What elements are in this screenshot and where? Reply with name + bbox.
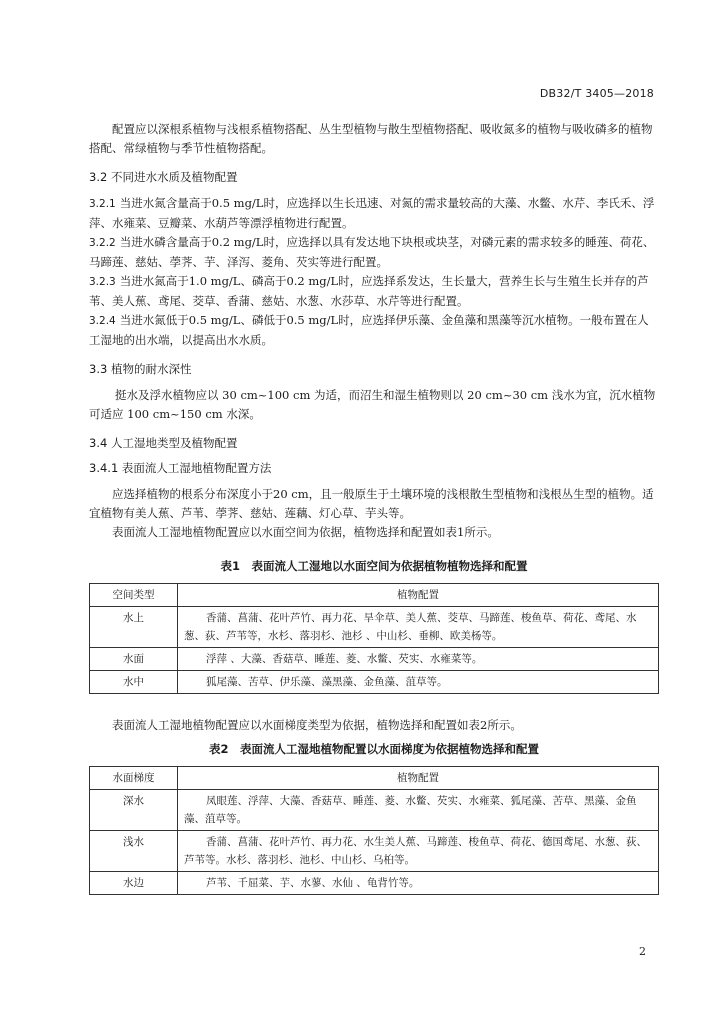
item-3-2-2 [89, 233, 659, 272]
item-text: 当进水氮含量高于0.5 mg/L时，应选择以生长迅速、对氮的需求量较高的大藻、水鳖、水芹、李氏禾、浮萍、水雍菜、豆瓣菜、水葫芦等漂浮植物进行配置。 [89, 196, 655, 230]
table-cell: 芦苇、千屈菜、芋、水蓼、水仙 、龟背竹等。 [178, 872, 659, 895]
section-3-4-1-title: 3.4.1 表面流人工湿地植物配置方法 [89, 461, 272, 475]
table-header-row [90, 584, 659, 607]
document-body [89, 120, 659, 895]
table-cell: 浮萍 、大藻、香菇草、睡莲、菱、水鳖、芡实、水雍菜等。 [178, 648, 659, 671]
item-text: 当进水氮高于1.0 mg/L、磷高于0.2 mg/L时，应选择系发达，生长量大，营养生长与生殖生长并存的芦苇、美人蕉、鸢尾、茭草、香蒲、慈姑、水葱、水莎草、水芹等进行配置。 [89, 274, 649, 308]
item-number: 3.2.2 [89, 237, 116, 249]
table-cell: 香蒲、菖蒲、花叶芦竹、再力花、水生美人蕉、马蹄莲、梭鱼草、荷花、德国鸢尾、水葱、荻、芦苇等。水杉、落羽杉、池杉、中山杉、乌桕等。 [178, 831, 659, 872]
item-number: 3.2.3 [89, 276, 116, 288]
table-row [90, 790, 659, 831]
section-3-3-title: 3.3 植物的耐水深性 [89, 362, 192, 376]
item-text: 当进水磷含量高于0.2 mg/L时，应选择以具有发达地下块根或块茎，对磷元素的需求较多的睡莲、荷花、马蹄莲、慈姑、荸荠、芋、泽泻、菱角、芡实等进行配置。 [89, 235, 655, 269]
table-2-title: 表2 表面流人工湿地植物配置以水面梯度为依据植物选择和配置 [209, 742, 539, 756]
item-3-2-1 [89, 194, 659, 233]
table-cell: 浅水 [90, 831, 178, 872]
intro-paragraph: 配置应以深根系植物与浅根系植物搭配、丛生型植物与散生型植物搭配、吸收氮多的植物与吸收磷多的植物搭配、常绿植物与季节性植物搭配。 [89, 122, 653, 155]
table-header-cell: 植物配置 [178, 767, 659, 790]
standard-code: DB32/T 3405—2018 [539, 87, 654, 100]
page-number: 2 [639, 945, 646, 958]
table-row [90, 872, 659, 895]
section-3-4-title: 3.4 人工湿地类型及植物配置 [89, 436, 238, 450]
table-cell: 水上 [90, 607, 178, 648]
table-header-cell: 空间类型 [90, 584, 178, 607]
table-2-intro: 表面流人工湿地植物配置应以水面梯度类型为依据，植物选择和配置如表2所示。 [112, 718, 522, 732]
table-header-cell: 水面梯度 [90, 767, 178, 790]
table-cell: 凤眼莲、浮萍、大藻、香菇草、睡莲、菱、水鳖、芡实、水雍菜、狐尾藻、苦草、黑藻、金鱼藻、菹草等。 [178, 790, 659, 831]
table-2 [89, 766, 659, 895]
section-3-3-paragraph: 挺水及浮水植物应以 30 cm~100 cm 为适，而沼生和湿生植物则以 20 cm~30 cm 浅水为宜，沉水植物可适应 100 cm~150 cm 水深。 [89, 388, 656, 421]
table-cell: 香蒲、菖蒲、花叶芦竹、再力花、旱伞草、美人蕉、茭草、马蹄莲、梭鱼草、荷花、鸢尾、水葱、荻、芦苇等，水杉、落羽杉、池杉 、中山杉、垂柳、欧美杨等。 [178, 607, 659, 648]
section-3-4-1-paragraph-1: 应选择植物的根系分布深度小于20 cm，且一般原生于土壤环境的浅根散生型植物和浅根丛生型的植物。适宜植物有美人蕉、芦苇、荸荠、慈姑、莲藕、灯心草、芋头等。 [89, 487, 654, 520]
table-cell: 水中 [90, 671, 178, 694]
item-text: 当进水氮低于0.5 mg/L、磷低于0.5 mg/L时，应选择伊乐藻、金鱼藻和黑藻等沉水植物。一般布置在人工湿地的出水端，以提高出水水质。 [89, 313, 649, 347]
table-cell: 狐尾藻、苦草、伊乐藻、藻黑藻、金鱼藻、菹草等。 [178, 671, 659, 694]
table-cell: 深水 [90, 790, 178, 831]
table-row [90, 648, 659, 671]
item-3-2-4 [89, 311, 659, 350]
table-cell: 水面 [90, 648, 178, 671]
table-header-cell: 植物配置 [178, 584, 659, 607]
table-1 [89, 583, 659, 694]
table-header-row [90, 767, 659, 790]
table-row [90, 607, 659, 648]
section-3-4-1-paragraph-2: 表面流人工湿地植物配置应以水面空间为依据，植物选择和配置如表1所示。 [112, 525, 499, 539]
item-number: 3.2.1 [89, 198, 116, 210]
table-row [90, 671, 659, 694]
item-number: 3.2.4 [89, 315, 116, 327]
table-cell: 水边 [90, 872, 178, 895]
section-3-2-title: 3.2 不同进水水质及植物配置 [89, 170, 238, 184]
table-1-title: 表1 表面流人工湿地以水面空间为依据植物植物选择和配置 [220, 559, 528, 573]
table-row [90, 831, 659, 872]
item-3-2-3 [89, 272, 659, 311]
